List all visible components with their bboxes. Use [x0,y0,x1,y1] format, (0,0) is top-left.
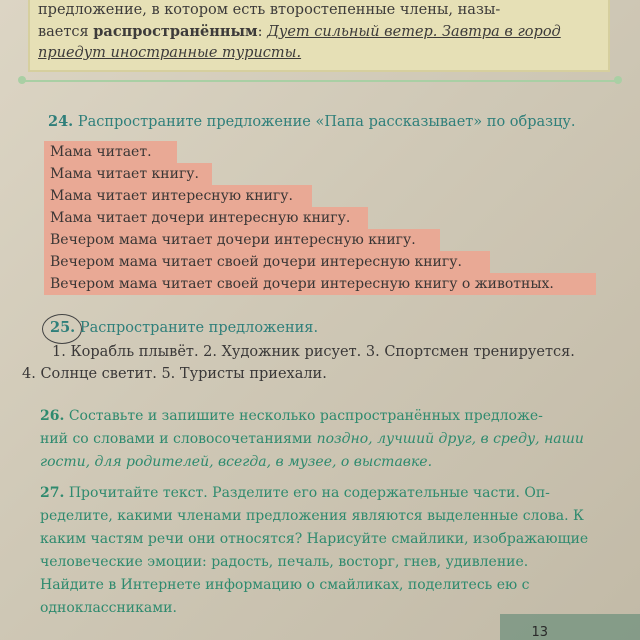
example-line-3: Мама читает интересную книгу. [44,185,312,207]
task-26-line-3 [40,451,432,473]
task-24-text: Распространите предложение «Папа рассказывает» по образцу. [77,114,576,130]
task-26-text-2: ний со словами и словосочетаниями [40,431,317,447]
task-26-text-1: Составьте и запишите несколько распространённых предложе- [68,408,543,424]
rule-line-2-prefix: вается [38,24,94,40]
divider-dot-right [614,76,622,84]
task-25-header [50,318,318,338]
task-26-words-1: поздно, лучший друг, в среду, наши [316,431,584,447]
task-25-title: Распространите предложения. [79,320,319,336]
task-25-number: 25. [50,319,76,336]
page-number: 13 [531,625,548,640]
example-line-6: Вечером мама читает своей дочери интересную книгу. [44,251,490,273]
example-line-4: Мама читает дочери интересную книгу. [44,207,368,229]
divider-dot-left [18,76,26,84]
task-26-words-2: гости, для родителей, всегда, в музее, о выставке. [40,454,433,470]
rule-colon: : [257,24,268,40]
rule-text [38,0,598,64]
task-25-line-1: 1. Корабль плывёт. 2. Художник рисует. 3. Спортсмен тренируется. [52,344,575,360]
task-24-header [48,112,576,132]
example-line-1: Мама читает. [44,141,177,163]
task-26-line-1 [40,405,543,427]
rule-example-1: Дует сильный ветер. Завтра в город [267,24,561,40]
task-27-number: 27. [40,485,65,501]
rule-example-2: приедут иностранные туристы. [38,45,302,61]
task-27-text-1: Прочитайте текст. Разделите его на содержательные части. Оп- [68,485,550,501]
rule-term: распространённым [93,23,258,40]
task-27-line-2: ределите, какими членами предложения являются выделенные слова. К [40,508,584,524]
rule-line-1: предложение, в котором есть второстепенные члены, назы- [38,2,501,18]
task-24-number: 24. [48,113,74,130]
example-line-5: Вечером мама читает дочери интересную книгу. [44,229,440,251]
task-27-line-6: одноклассниками. [40,600,177,616]
section-divider [22,80,618,82]
page-corner-band [500,614,640,640]
task-27-line-5: Найдите в Интернете информацию о смайликах, поделитесь ею с [40,577,530,593]
example-line-7: Вечером мама читает своей дочери интересную книгу о животных. [44,273,596,295]
example-line-2: Мама читает книгу. [44,163,212,185]
task-26-number: 26. [40,408,65,424]
task-25-line-2: 4. Солнце светит. 5. Туристы приехали. [22,366,327,382]
task-27-line-4: человеческие эмоции: радость, печаль, восторг, гнев, удивление. [40,554,529,570]
task-27-line-3: каким частям речи они относятся? Нарисуйте смайлики, изображающие [40,531,589,547]
task-26-line-2 [40,428,584,450]
task-27-line-1 [40,482,550,504]
